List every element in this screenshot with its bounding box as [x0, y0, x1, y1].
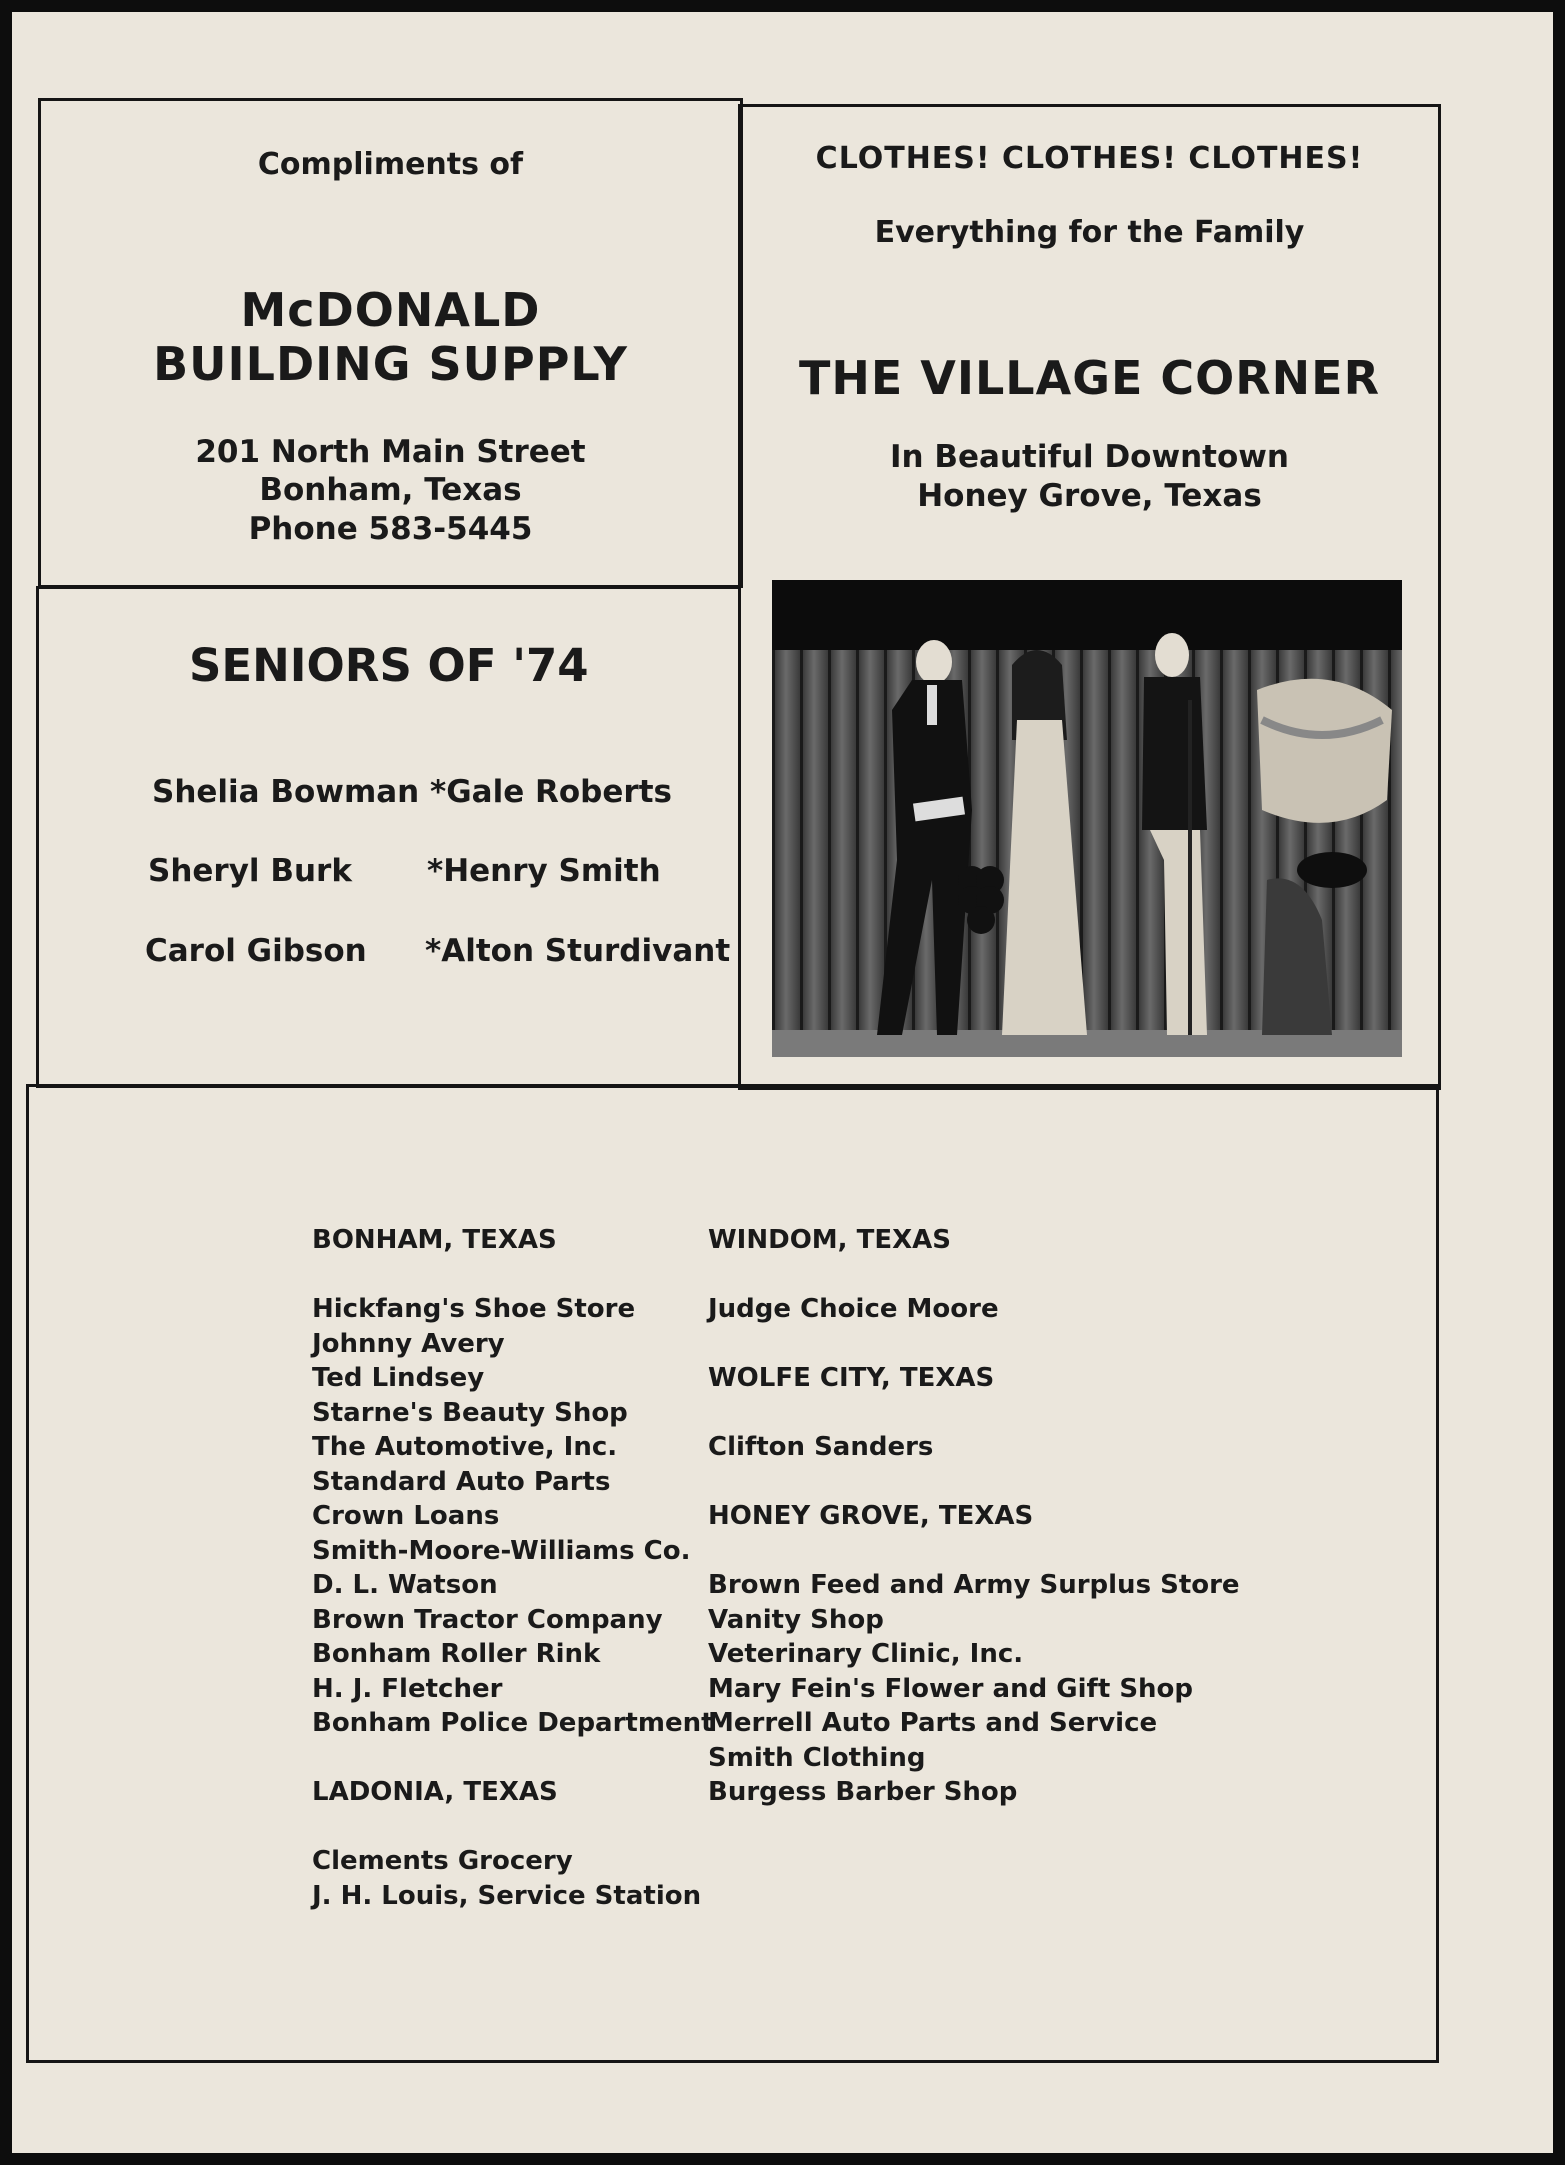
city-header-honey-grove: HONEY GROVE, TEXAS [708, 1501, 1034, 1531]
sponsor-item: J. H. Louis, Service Station [312, 1880, 702, 1911]
sponsor-item: Clements Grocery [312, 1846, 573, 1876]
east-column [708, 1223, 1240, 1810]
location-line1: In Beautiful Downtown [889, 439, 1290, 475]
stage-photo-image [772, 580, 1402, 1057]
senior-name: *Gale Roberts [430, 774, 672, 810]
sponsor-item: Merrell Auto Parts and Service [708, 1708, 1158, 1738]
location-line2: Honey Grove, Texas [917, 478, 1262, 514]
sponsor-item: Brown Tractor Company [312, 1604, 663, 1635]
city-header-wolfe-city: WOLFE CITY, TEXAS [708, 1363, 995, 1393]
sponsor-item: H. J. Fletcher [312, 1673, 503, 1704]
seniors-title: SENIORS OF '74 [189, 639, 589, 692]
sponsor-item: Veterinary Clinic, Inc. [708, 1639, 1024, 1669]
seniors-box [36, 586, 741, 1088]
address-text: 201 North Main Street [195, 434, 586, 470]
business-name-line1: McDONALD [240, 283, 541, 337]
mcdonald-ad [38, 98, 743, 588]
sponsor-item: D. L. Watson [312, 1570, 498, 1600]
sponsor-item: The Automotive, Inc. [312, 1432, 618, 1462]
senior-name: Carol Gibson [145, 933, 367, 969]
sponsors-box [26, 1084, 1439, 2063]
sponsor-item: Judge Choice Moore [708, 1294, 999, 1324]
sponsor-item: Starne's Beauty Shop [312, 1397, 628, 1428]
store-name: THE VILLAGE CORNER [798, 351, 1381, 405]
sponsor-item: Crown Loans [312, 1501, 500, 1531]
sponsor-item: Burgess Barber Shop [708, 1777, 1018, 1807]
sponsor-item: Ted Lindsey [312, 1363, 485, 1393]
senior-name: *Henry Smith [427, 853, 661, 889]
bonham-column [312, 1223, 714, 1913]
sponsor-item: Hickfang's Shoe Store [312, 1294, 636, 1324]
city-text: Bonham, Texas [259, 472, 522, 508]
city-header-bonham: BONHAM, TEXAS [312, 1225, 557, 1255]
tagline-text: CLOTHES! CLOTHES! CLOTHES! [815, 141, 1364, 176]
yearbook-page [12, 12, 1553, 2153]
sponsor-item: Vanity Shop [708, 1604, 884, 1635]
business-name-line2: BUILDING SUPPLY [153, 337, 628, 391]
sponsor-item: Clifton Sanders [708, 1432, 934, 1462]
sponsor-item: Bonham Police Department [312, 1708, 714, 1738]
sponsor-item: Smith Clothing [708, 1742, 926, 1773]
sponsor-item: Mary Fein's Flower and Gift Shop [708, 1673, 1194, 1704]
village-corner-ad [738, 104, 1441, 1090]
stage-photo [772, 580, 1402, 1057]
city-header-ladonia: LADONIA, TEXAS [312, 1777, 558, 1807]
sponsor-item: Johnny Avery [312, 1328, 505, 1359]
sponsor-item: Bonham Roller Rink [312, 1639, 601, 1669]
sponsor-item: Standard Auto Parts [312, 1466, 611, 1497]
senior-name: Sheryl Burk [148, 853, 352, 889]
senior-name: Shelia Bowman [152, 774, 420, 810]
sponsor-item: Smith-Moore-Williams Co. [312, 1535, 691, 1566]
city-header-windom: WINDOM, TEXAS [708, 1225, 951, 1255]
senior-name: *Alton Sturdivant [425, 933, 731, 969]
subtag-text: Everything for the Family [874, 215, 1305, 250]
phone-text: Phone 583-5445 [248, 511, 533, 547]
sponsor-item: Brown Feed and Army Surplus Store [708, 1570, 1240, 1600]
compliments-text: Compliments of [257, 147, 524, 182]
